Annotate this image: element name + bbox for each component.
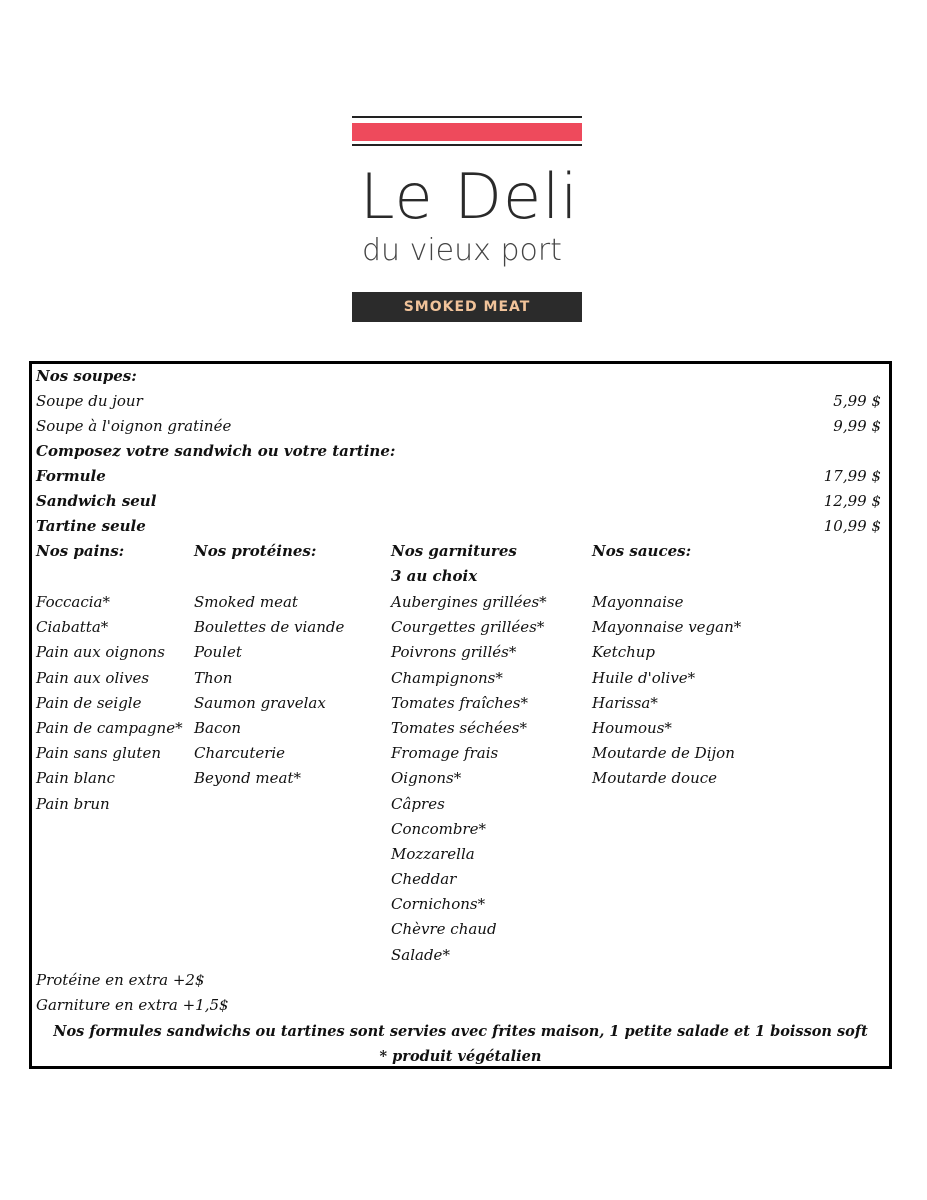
logo-red-band [352, 123, 582, 141]
extra-protein: Protéine en extra +2$ [36, 971, 205, 989]
logo [352, 116, 582, 322]
list-item: Concombre* [391, 819, 486, 838]
logo-name: Le Deli [360, 160, 579, 233]
list-item: Bacon [194, 718, 242, 737]
toppings-heading: Nos garnitures [391, 542, 517, 560]
list-item: Moutarde douce [592, 769, 718, 788]
soup-item-name: Soupe à l'oignon gratinée [36, 417, 232, 435]
list-item: Pain de seigle [36, 693, 142, 712]
soup-item-name: Soupe du jour [36, 392, 143, 410]
logo-top-line [352, 116, 582, 118]
list-item: Fromage frais [391, 744, 499, 763]
list-item: Beyond meat* [194, 769, 302, 788]
sandwich-heading: Composez votre sandwich ou votre tartine: [36, 442, 396, 460]
list-item: Saumon gravelax [194, 693, 326, 712]
list-item: Charcuterie [194, 744, 286, 763]
list-item: Chèvre chaud [391, 920, 497, 939]
list-item: Mayonnaise vegan* [592, 618, 742, 637]
list-item: Foccacia* [36, 593, 111, 611]
proteins-list [194, 590, 344, 792]
list-item: Moutarde de Dijon [592, 744, 735, 763]
list-item: Poulet [194, 643, 242, 662]
list-item: Aubergines grillées* [391, 593, 547, 611]
list-item: Câpres [391, 794, 445, 813]
list-item: Pain de campagne* [36, 718, 183, 737]
logo-subtitle: du vieux port [362, 233, 562, 268]
soups-heading: Nos soupes: [36, 367, 137, 385]
sandwich-item-name: Formule [36, 467, 106, 485]
list-item: Cornichons* [391, 895, 486, 914]
toppings-subheading: 3 au choix [391, 567, 478, 585]
sandwich-item-price: 12,99 $ [823, 492, 881, 510]
list-item: Huile d'olive* [592, 668, 696, 687]
sandwich-item-price: 10,99 $ [823, 517, 881, 535]
list-item: Pain sans gluten [36, 744, 161, 763]
list-item: Cheddar [391, 870, 457, 889]
list-item: Thon [194, 668, 233, 687]
list-item: Ketchup [592, 643, 656, 662]
breads-list [36, 590, 183, 817]
list-item: Smoked meat [194, 593, 298, 611]
sandwich-item-price: 17,99 $ [823, 467, 881, 485]
footer-note: Nos formules sandwichs ou tartines sont servies avec frites maison, 1 petite salade et 1 boisson soft [53, 1023, 868, 1040]
breads-heading: Nos pains: [36, 542, 125, 560]
sauces-heading: Nos sauces: [592, 542, 692, 560]
list-item: Pain brun [36, 794, 110, 813]
list-item: Poivrons grillés* [391, 643, 517, 662]
sandwich-item-name: Tartine seule [36, 517, 146, 535]
sandwich-item-name: Sandwich seul [36, 492, 157, 510]
list-item: Courgettes grillées* [391, 618, 545, 637]
list-item: Ciabatta* [36, 618, 109, 637]
list-item: Mayonnaise [592, 593, 684, 611]
list-item: Houmous* [592, 718, 672, 737]
list-item: Pain aux olives [36, 668, 150, 687]
list-item: Mozzarella [391, 844, 475, 863]
toppings-list [391, 590, 547, 968]
logo-bottom-line [352, 144, 582, 146]
list-item: Boulettes de viande [194, 618, 345, 637]
sauces-list [592, 590, 741, 792]
logo-tagline: SMOKED MEAT [352, 292, 582, 322]
extra-topping: Garniture en extra +1,5$ [36, 996, 229, 1014]
proteins-heading: Nos protéines: [194, 542, 317, 560]
list-item: Oignons* [391, 769, 462, 788]
list-item: Pain blanc [36, 769, 115, 788]
soup-item-price: 5,99 $ [833, 392, 881, 410]
list-item: Champignons* [391, 668, 503, 687]
list-item: Tomates fraîches* [391, 693, 529, 712]
list-item: Pain aux oignons [36, 643, 165, 662]
list-item: Harissa* [592, 693, 658, 712]
list-item: Salade* [391, 945, 450, 964]
footer-legend: * produit végétalien [379, 1048, 542, 1065]
list-item: Tomates séchées* [391, 718, 527, 737]
soup-item-price: 9,99 $ [833, 417, 881, 435]
menu-box [29, 361, 892, 1069]
